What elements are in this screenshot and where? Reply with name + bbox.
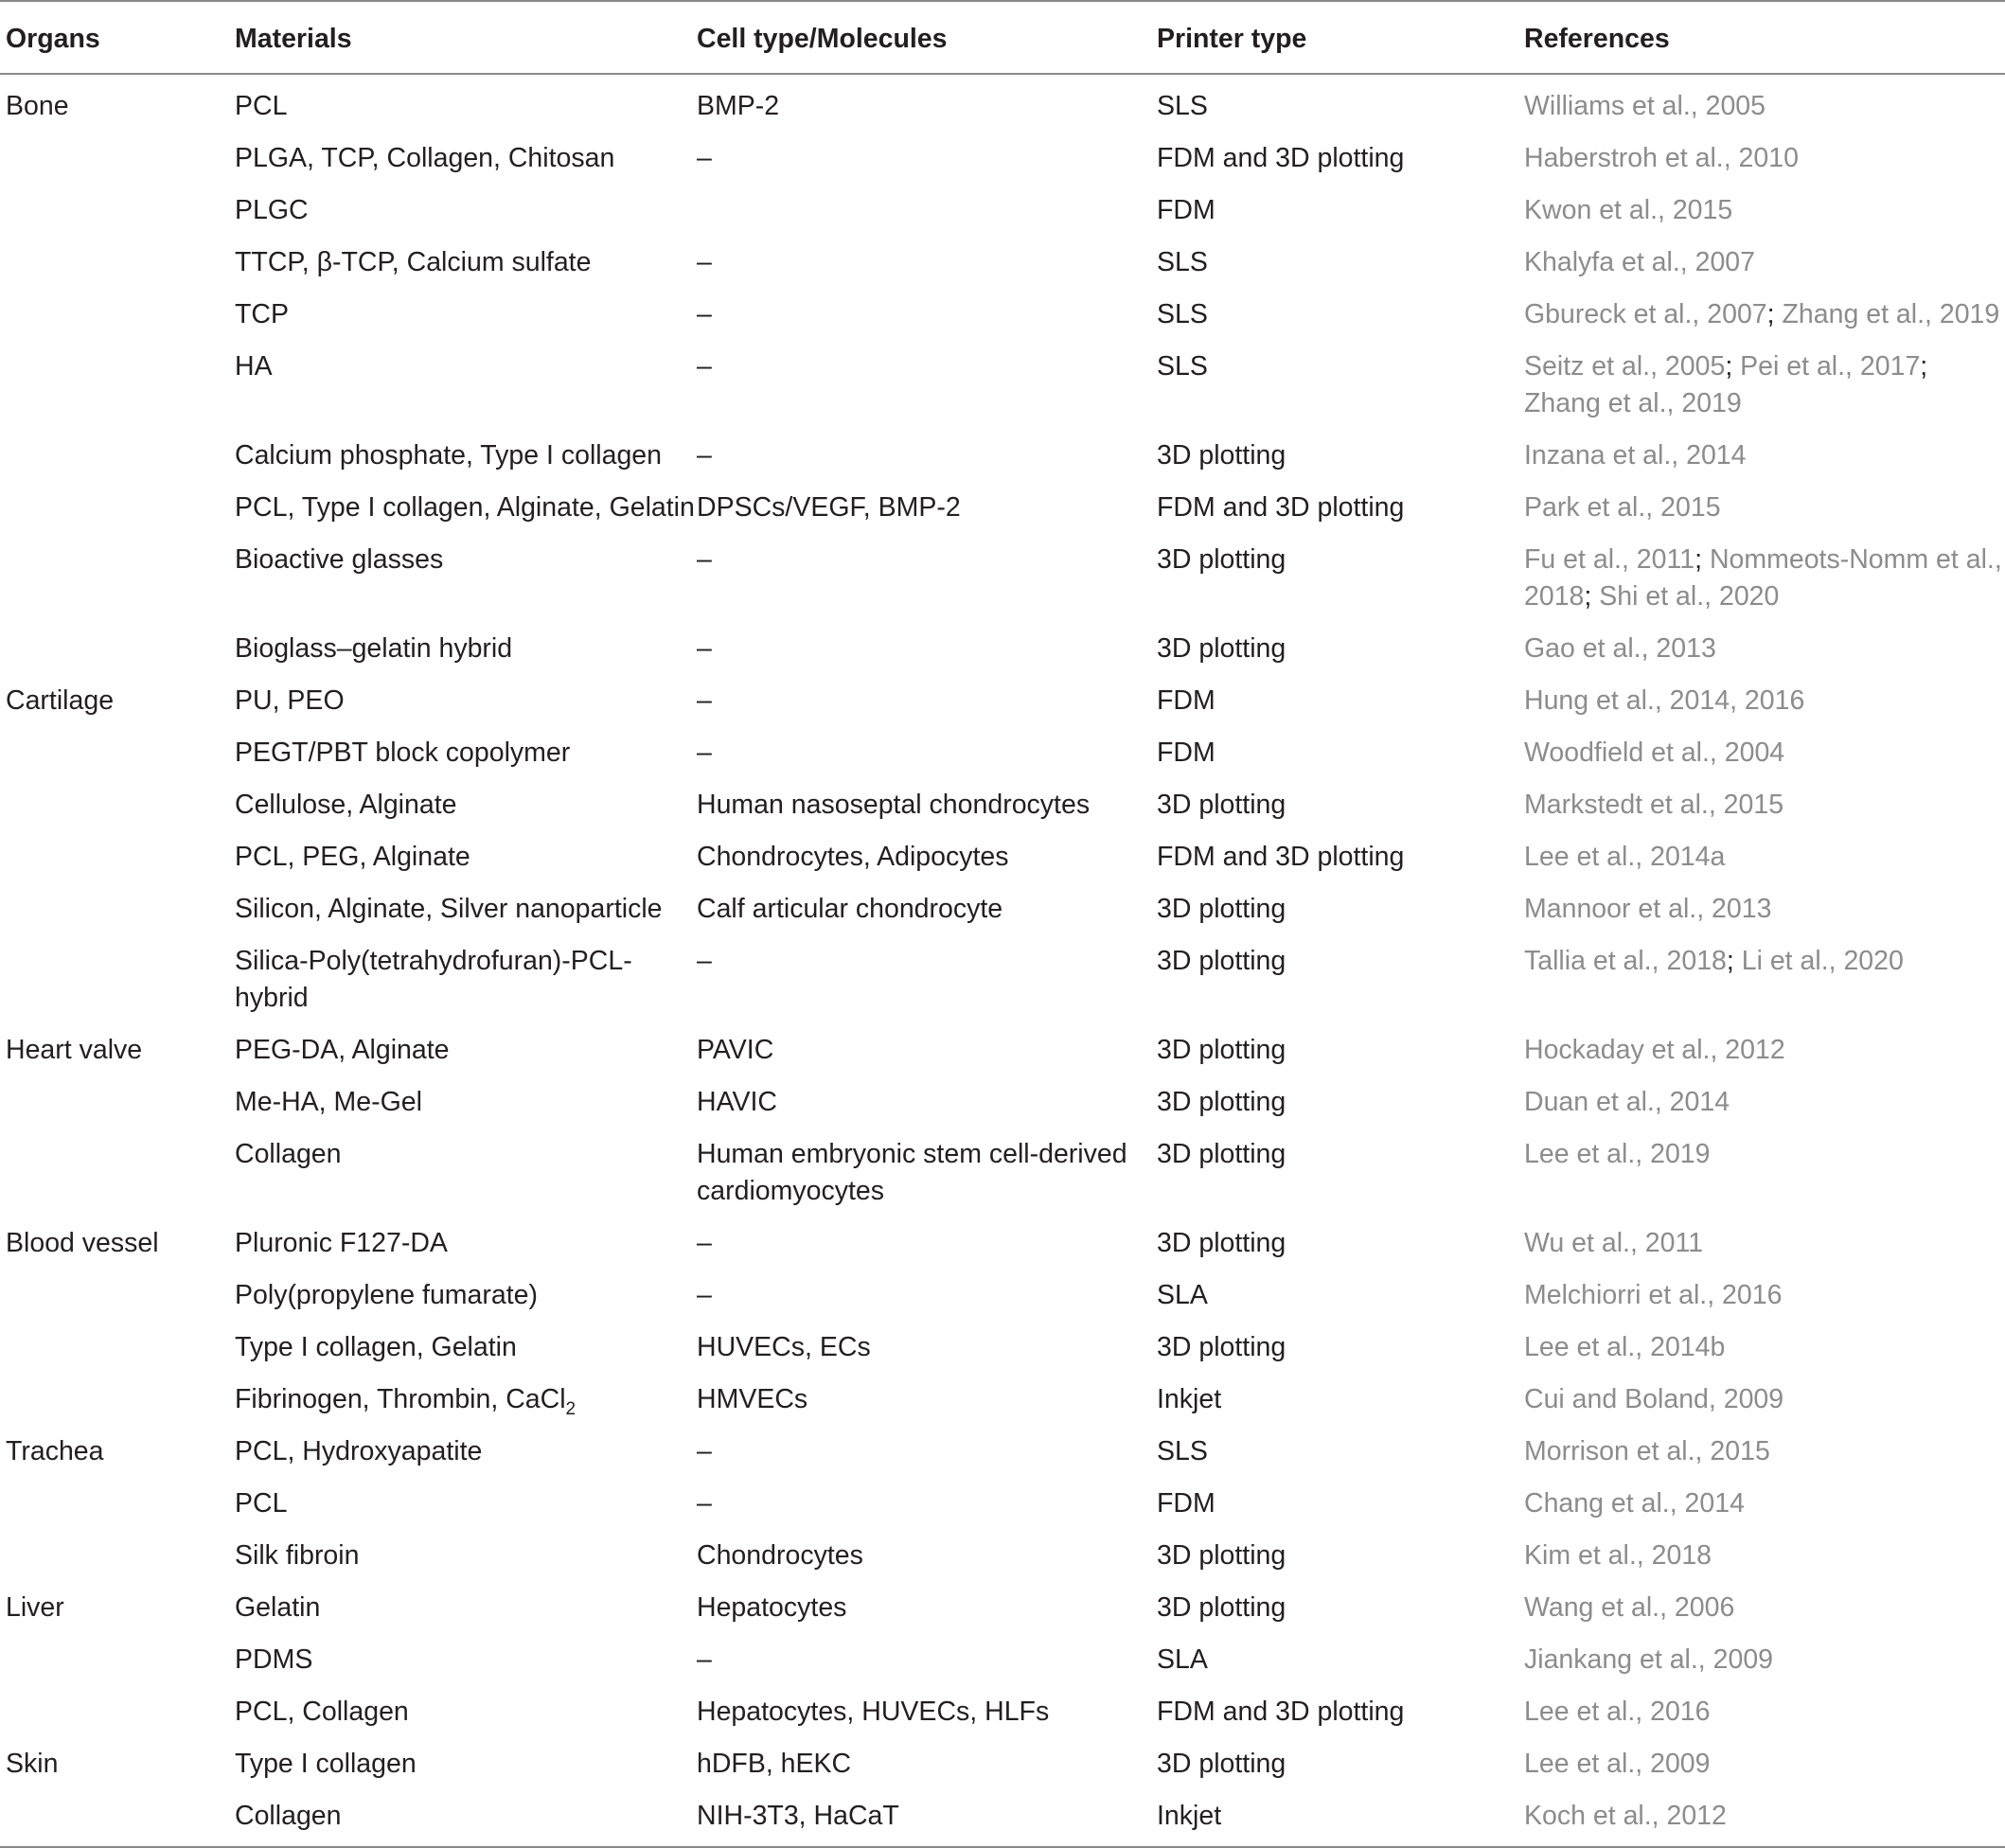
table-row	[0, 289, 2005, 341]
materials-text: Bioglass–gelatin hybrid	[235, 633, 513, 664]
materials-cell	[235, 430, 697, 482]
organ-cell	[0, 935, 235, 1024]
cell-type-cell: –	[697, 351, 712, 382]
materials-text: PLGC	[235, 195, 309, 225]
cell-type-cell: HAVIC	[697, 1087, 777, 1117]
materials-cell	[235, 675, 697, 727]
cell-type-cell: DPSCs/VEGF, BMP-2	[697, 492, 961, 523]
organ-cell	[0, 237, 235, 289]
printer-type-cell: FDM and 3D plotting	[1157, 143, 1405, 173]
references-cell	[1524, 1530, 2005, 1582]
printer-type-cell: 3D plotting	[1157, 544, 1286, 575]
table-row	[0, 430, 2005, 482]
printer-type-cell: 3D plotting	[1157, 1139, 1286, 1169]
organ-cell	[0, 1634, 235, 1686]
references-cell	[1524, 1322, 2005, 1374]
materials-text: Collagen	[235, 1801, 342, 1831]
references-cell	[1524, 1024, 2005, 1076]
cell-type-cell: –	[697, 440, 712, 471]
cell-type-cell: –	[697, 737, 712, 768]
reference-link[interactable]: Pei et al., 2017	[1740, 351, 1921, 382]
organ-cell	[0, 623, 235, 675]
cell-type-cell: Hepatocytes, HUVECs, HLFs	[697, 1697, 1050, 1727]
organ-cell: Trachea	[6, 1436, 104, 1466]
references-cell	[1524, 289, 2005, 341]
printer-type-cell: 3D plotting	[1157, 1228, 1286, 1258]
cell-type-cell: –	[697, 1488, 712, 1519]
references-cell	[1524, 1738, 2005, 1790]
reference-link[interactable]: Williams et al., 2005	[1524, 91, 1766, 121]
cell-type-cell: –	[697, 247, 712, 277]
materials-text: Silica-Poly(tetrahydrofuran)-PCL-hybrid	[235, 946, 632, 1013]
organ-cell: Liver	[6, 1592, 64, 1623]
cell-type-cell: –	[697, 685, 712, 716]
materials-text: Calcium phosphate, Type I collagen	[235, 440, 663, 471]
printer-type-cell: 3D plotting	[1157, 1592, 1286, 1623]
printer-type-cell: Inkjet	[1157, 1790, 1524, 1847]
header-references: References	[1524, 1, 2005, 74]
materials-cell	[235, 1024, 697, 1076]
table-row	[0, 935, 2005, 1024]
printer-type-cell: 3D plotting	[1157, 894, 1286, 924]
table-row	[0, 1530, 2005, 1582]
table-row	[0, 1217, 2005, 1270]
reference-link[interactable]: Duan et al., 2014	[1524, 1087, 1730, 1117]
references-cell	[1524, 1076, 2005, 1128]
materials-text: PU, PEO	[235, 685, 345, 716]
materials-cell	[235, 289, 697, 341]
reference-link[interactable]: Hung et al., 2014, 2016	[1524, 685, 1805, 716]
materials-text: PCL	[235, 1488, 288, 1519]
references-cell	[1524, 779, 2005, 831]
organ-cell	[0, 482, 235, 534]
materials-text: PCL, Hydroxyapatite	[235, 1436, 483, 1466]
printer-type-cell: SLS	[1157, 351, 1208, 382]
cell-type-cell: –	[697, 1644, 712, 1675]
cell-type-cell: HUVECs, ECs	[697, 1332, 871, 1362]
table-row	[0, 74, 2005, 133]
materials-text: Gelatin	[235, 1592, 321, 1623]
references-cell	[1524, 74, 2005, 133]
reference-link[interactable]: Lee et al., 2009	[1524, 1749, 1711, 1779]
printer-type-cell: 3D plotting	[1157, 1035, 1286, 1065]
reference-link[interactable]: Li et al., 2020	[1741, 946, 1904, 976]
table-row	[0, 237, 2005, 289]
cell-type-cell: –	[697, 1228, 712, 1258]
materials-text: PCL, Collagen	[235, 1697, 409, 1727]
reference-link[interactable]: Tallia et al., 2018	[1524, 946, 1727, 976]
printer-type-cell: FDM and 3D plotting	[1157, 1697, 1405, 1727]
materials-cell	[235, 237, 697, 289]
reference-link[interactable]: Jiankang et al., 2009	[1524, 1644, 1774, 1675]
organ-cell	[0, 1686, 235, 1738]
organ-cell	[0, 133, 235, 185]
table-row	[0, 675, 2005, 727]
printer-type-cell: SLA	[1157, 1280, 1208, 1310]
materials-text: Me-HA, Me-Gel	[235, 1087, 422, 1117]
table-row	[0, 1634, 2005, 1686]
reference-link[interactable]: Khalyfa et al., 2007	[1524, 247, 1756, 277]
materials-text: Collagen	[235, 1139, 342, 1169]
materials-cell	[235, 1790, 697, 1847]
materials-text: Poly(propylene fumarate)	[235, 1280, 538, 1310]
cell-type-cell: –	[697, 299, 712, 329]
table-row	[0, 1686, 2005, 1738]
references-cell	[1524, 237, 2005, 289]
references-cell	[1524, 675, 2005, 727]
table-row	[0, 1128, 2005, 1217]
printer-type-cell: 3D plotting	[1157, 1087, 1286, 1117]
references-cell	[1524, 623, 2005, 675]
printer-type-cell: Inkjet	[1157, 1384, 1222, 1414]
cell-type-cell: Human nasoseptal chondrocytes	[697, 790, 1091, 820]
table-row	[0, 1790, 2005, 1847]
table-row	[0, 1738, 2005, 1790]
organ-cell	[0, 1076, 235, 1128]
materials-cell	[235, 341, 697, 430]
materials-text: PCL	[235, 91, 288, 121]
printer-type-cell: FDM	[1157, 1488, 1215, 1519]
materials-cell	[235, 1582, 697, 1634]
materials-text: TTCP, β-TCP, Calcium sulfate	[235, 247, 592, 277]
materials-text: PDMS	[235, 1644, 313, 1675]
materials-cell	[235, 133, 697, 185]
table-row	[0, 1270, 2005, 1322]
reference-link[interactable]: Seitz et al., 2005	[1524, 351, 1726, 382]
reference-link[interactable]: Lee et al., 2014b	[1524, 1332, 1726, 1362]
references-cell	[1524, 883, 2005, 935]
materials-text: Type I collagen	[235, 1749, 417, 1779]
materials-cell	[235, 1322, 697, 1374]
cell-type-cell: PAVIC	[697, 1035, 774, 1065]
reference-link[interactable]: Cui and Boland, 2009	[1524, 1384, 1784, 1414]
header-organs: Organs	[0, 1, 235, 74]
materials-cell	[235, 779, 697, 831]
table-row	[0, 1322, 2005, 1374]
references-cell	[1524, 1217, 2005, 1270]
table-row	[0, 727, 2005, 779]
table-row	[0, 482, 2005, 534]
table-body	[0, 74, 2005, 1847]
materials-cell	[235, 727, 697, 779]
references-cell	[1524, 430, 2005, 482]
organ-cell: Blood vessel	[6, 1228, 159, 1258]
table-row	[0, 1478, 2005, 1530]
reference-link[interactable]: Wang et al., 2006	[1524, 1592, 1735, 1623]
reference-link[interactable]: Zhang et al., 2019	[1524, 388, 1742, 418]
references-cell	[1524, 831, 2005, 883]
organ-cell	[0, 1270, 235, 1322]
materials-cell	[235, 1128, 697, 1217]
reference-link[interactable]: Haberstroh et al., 2010	[1524, 143, 1799, 173]
reference-link[interactable]: Zhang et al., 2019	[1782, 299, 2000, 329]
table-row	[0, 1024, 2005, 1076]
reference-link[interactable]: Nommeots-Nomm et al., 2018	[1524, 544, 2002, 612]
table-row	[0, 831, 2005, 883]
table-row	[0, 1426, 2005, 1478]
table-row	[0, 623, 2005, 675]
materials-cell	[235, 1374, 697, 1426]
cell-type-cell: NIH-3T3, HaCaT	[697, 1790, 1157, 1847]
reference-link[interactable]: Kim et al., 2018	[1524, 1540, 1712, 1571]
reference-link[interactable]: Morrison et al., 2015	[1524, 1436, 1770, 1466]
printer-type-cell: 3D plotting	[1157, 1749, 1286, 1779]
reference-link[interactable]: Lee et al., 2019	[1524, 1139, 1711, 1169]
reference-separator: ;	[1694, 544, 1710, 575]
table-header	[0, 1, 2005, 74]
references-cell	[1524, 341, 2005, 430]
reference-link[interactable]: Markstedt et al., 2015	[1524, 790, 1784, 820]
materials-text: Silicon, Alginate, Silver nanoparticle	[235, 894, 663, 924]
table-row	[0, 1582, 2005, 1634]
cell-type-cell: –	[697, 633, 712, 664]
materials-text: PCL, Type I collagen, Alginate, Gelatin	[235, 492, 695, 523]
materials-text: Pluronic F127-DA	[235, 1228, 448, 1258]
organ-cell	[0, 1530, 235, 1582]
materials-text: TCP	[235, 299, 289, 329]
references-cell	[1524, 482, 2005, 534]
cell-type-cell: BMP-2	[697, 91, 780, 121]
references-cell	[1524, 1790, 2005, 1847]
cell-type-cell: Hepatocytes	[697, 1592, 847, 1623]
references-cell	[1524, 935, 2005, 1024]
organ-cell	[0, 185, 235, 237]
materials-cell	[235, 1478, 697, 1530]
printer-type-cell: SLA	[1157, 1644, 1208, 1675]
organ-cell	[0, 779, 235, 831]
materials-cell	[235, 1426, 697, 1478]
references-cell	[1524, 1270, 2005, 1322]
references-cell	[1524, 727, 2005, 779]
cell-type-cell	[697, 185, 1157, 237]
organ-cell	[0, 289, 235, 341]
references-cell	[1524, 1478, 2005, 1530]
printer-type-cell: 3D plotting	[1157, 633, 1286, 664]
printer-type-cell: FDM	[1157, 195, 1215, 225]
reference-separator: ;	[1584, 581, 1600, 612]
organ-cell	[0, 1478, 235, 1530]
printer-type-cell: 3D plotting	[1157, 1332, 1286, 1362]
reference-link[interactable]: Gao et al., 2013	[1524, 633, 1716, 664]
printer-type-cell: SLS	[1157, 91, 1208, 121]
reference-link[interactable]: Fu et al., 2011	[1524, 544, 1695, 575]
materials-cell	[235, 935, 697, 1024]
organ-cell: Heart valve	[6, 1035, 143, 1065]
references-cell	[1524, 1634, 2005, 1686]
reference-link[interactable]: Park et al., 2015	[1524, 492, 1721, 523]
cell-type-cell: HMVECs	[697, 1384, 808, 1414]
reference-link[interactable]: Gbureck et al., 2007	[1524, 299, 1767, 329]
references-cell	[1524, 1686, 2005, 1738]
organ-cell: Bone	[6, 91, 69, 121]
cell-type-cell: –	[697, 946, 712, 976]
materials-text: Bioactive glasses	[235, 544, 444, 575]
reference-link[interactable]: Hockaday et al., 2012	[1524, 1035, 1785, 1065]
header-row	[0, 1, 2005, 74]
materials-cell	[235, 831, 697, 883]
cell-type-cell: Human embryonic stem cell-derived cardiomyocytes	[697, 1139, 1127, 1206]
printer-type-cell: 3D plotting	[1157, 790, 1286, 820]
cell-type-cell: –	[697, 143, 712, 173]
table-row	[0, 779, 2005, 831]
header-materials: Materials	[235, 1, 697, 74]
reference-link[interactable]: Lee et al., 2014a	[1524, 842, 1726, 872]
reference-link[interactable]: Mannoor et al., 2013	[1524, 894, 1772, 924]
reference-link[interactable]: Inzana et al., 2014	[1524, 440, 1747, 471]
materials-cell	[235, 1738, 697, 1790]
organ-cell: Skin	[6, 1749, 59, 1779]
reference-link[interactable]: Wu et al., 2011	[1524, 1228, 1704, 1258]
materials-cell	[235, 883, 697, 935]
materials-cell	[235, 482, 697, 534]
materials-text: Silk fibroin	[235, 1540, 360, 1571]
materials-text: Fibrinogen, Thrombin, CaCl	[235, 1384, 566, 1414]
table-row	[0, 883, 2005, 935]
printer-type-cell: FDM	[1157, 685, 1215, 716]
references-cell	[1524, 534, 2005, 623]
cell-type-cell: Chondrocytes	[697, 1540, 863, 1571]
organ-cell	[0, 1790, 235, 1847]
cell-type-cell: hDFB, hEKC	[697, 1749, 852, 1779]
materials-text: HA	[235, 351, 273, 382]
header-cell-type: Cell type/Molecules	[697, 1, 1157, 74]
printer-type-cell: FDM and 3D plotting	[1157, 842, 1405, 872]
table-row	[0, 534, 2005, 623]
printer-type-cell: SLS	[1157, 1436, 1208, 1466]
reference-link[interactable]: Chang et al., 2014	[1524, 1488, 1745, 1519]
reference-link[interactable]: Lee et al., 2016	[1524, 1697, 1711, 1727]
cell-type-cell: Chondrocytes, Adipocytes	[697, 842, 1009, 872]
cell-type-cell: –	[697, 1436, 712, 1466]
table-row	[0, 1076, 2005, 1128]
reference-link[interactable]: Woodfield et al., 2004	[1524, 737, 1785, 768]
organ-cell	[0, 430, 235, 482]
printer-type-cell: FDM	[1157, 737, 1215, 768]
table-row	[0, 1374, 2005, 1426]
table-row	[0, 185, 2005, 237]
materials-text: PEGT/PBT block copolymer	[235, 737, 571, 768]
organ-cell: Cartilage	[6, 685, 115, 716]
table-row	[0, 133, 2005, 185]
materials-cell	[235, 74, 697, 133]
organ-cell	[0, 534, 235, 623]
organ-cell	[0, 1128, 235, 1217]
organ-cell	[0, 831, 235, 883]
reference-separator: ;	[1726, 946, 1742, 976]
reference-separator: ;	[1725, 351, 1741, 382]
materials-text: PLGA, TCP, Collagen, Chitosan	[235, 143, 615, 173]
references-cell	[1524, 1374, 2005, 1426]
materials-text: PCL, PEG, Alginate	[235, 842, 470, 872]
materials-text: Type I collagen, Gelatin	[235, 1332, 517, 1362]
printer-type-cell: 3D plotting	[1157, 1540, 1286, 1571]
reference-separator: ;	[1766, 299, 1783, 329]
organ-cell	[0, 1374, 235, 1426]
printer-type-cell: 3D plotting	[1157, 440, 1286, 471]
cell-type-cell: Calf articular chondrocyte	[697, 894, 1003, 924]
organ-cell	[0, 727, 235, 779]
reference-separator: ;	[1920, 351, 1928, 382]
materials-cell	[235, 185, 697, 237]
materials-cell	[235, 1270, 697, 1322]
references-cell	[1524, 133, 2005, 185]
materials-cell	[235, 623, 697, 675]
subscript: 2	[565, 1399, 577, 1419]
references-cell	[1524, 1128, 2005, 1217]
materials-text: PEG-DA, Alginate	[235, 1035, 450, 1065]
table-row	[0, 341, 2005, 430]
references-cell	[1524, 185, 2005, 237]
organ-cell	[0, 883, 235, 935]
reference-link[interactable]: Melchiorri et al., 2016	[1524, 1280, 1783, 1310]
cell-type-cell: –	[697, 1280, 712, 1310]
materials-cell	[235, 1634, 697, 1686]
printer-type-cell: 3D plotting	[1157, 946, 1286, 976]
cell-type-cell: –	[697, 544, 712, 575]
printer-type-cell: FDM and 3D plotting	[1157, 492, 1405, 523]
header-printer-type: Printer type	[1157, 1, 1524, 74]
materials-cell	[235, 1217, 697, 1270]
materials-text: Cellulose, Alginate	[235, 790, 457, 820]
materials-cell	[235, 534, 697, 623]
reference-link[interactable]: Koch et al., 2012	[1524, 1801, 1727, 1831]
organ-cell	[0, 1322, 235, 1374]
printer-type-cell: SLS	[1157, 299, 1208, 329]
materials-cell	[235, 1686, 697, 1738]
materials-cell	[235, 1530, 697, 1582]
materials-cell	[235, 1076, 697, 1128]
reference-link[interactable]: Shi et al., 2020	[1599, 581, 1780, 612]
printer-type-cell: SLS	[1157, 247, 1208, 277]
references-cell	[1524, 1426, 2005, 1478]
reference-link[interactable]: Kwon et al., 2015	[1524, 195, 1733, 225]
organ-cell	[0, 341, 235, 430]
references-cell	[1524, 1582, 2005, 1634]
